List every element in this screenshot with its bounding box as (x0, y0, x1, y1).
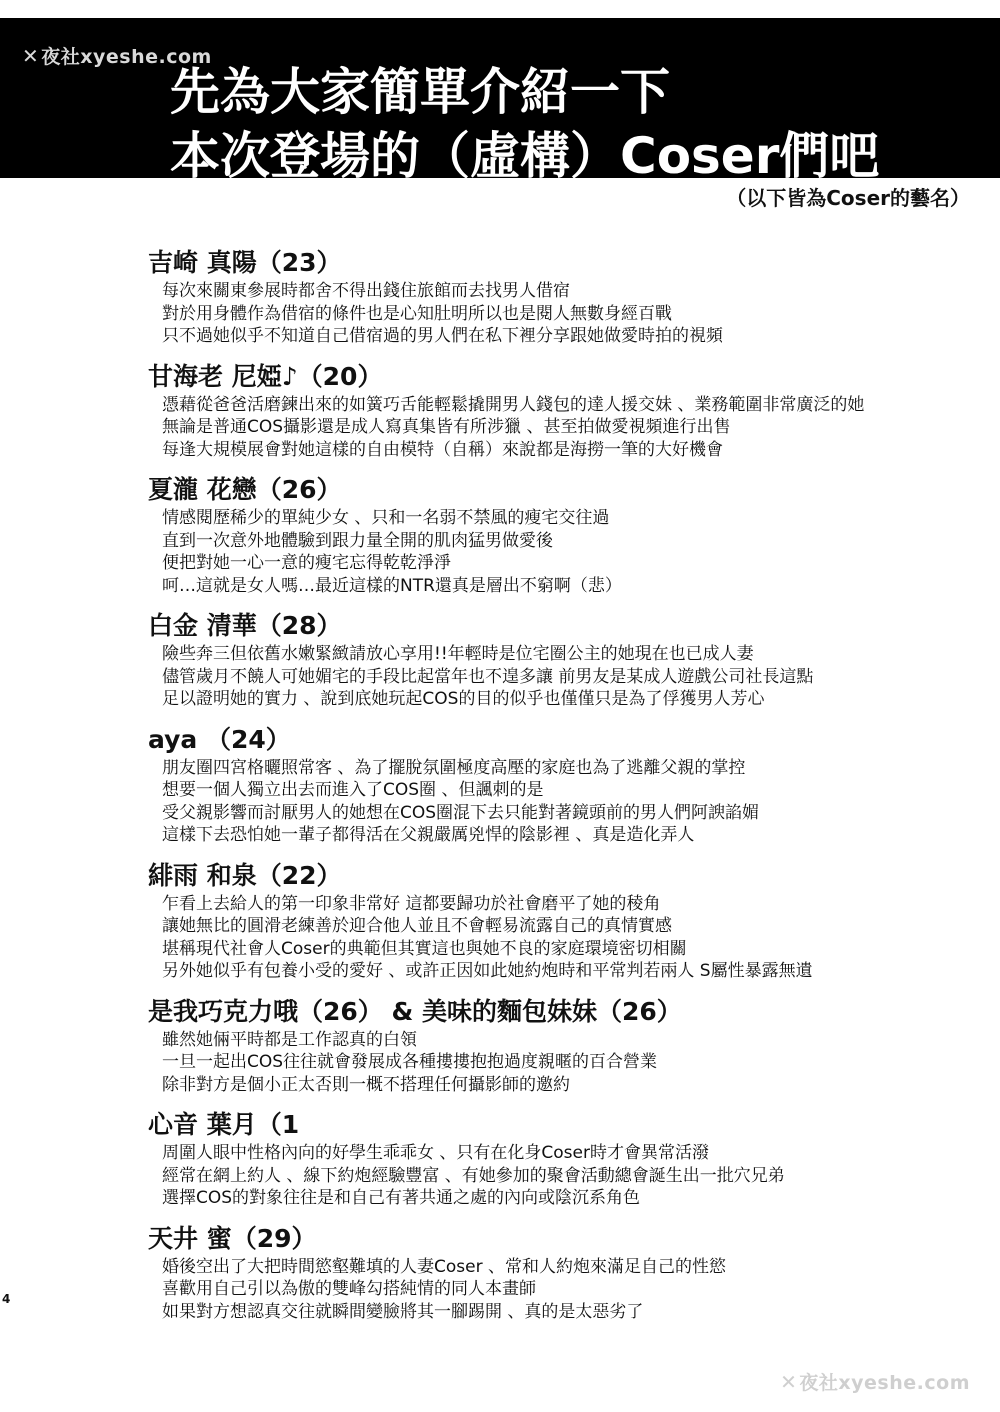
coser-description-line: 只不過她似乎不知道自己借宿過的男人們在私下裡分享跟她做愛時拍的視頻 (162, 326, 723, 346)
coser-entry (148, 861, 978, 983)
coser-description-line: 想要一個人獨立出去而進入了COS圈 、但諷刺的是 (162, 780, 544, 800)
coser-description-line: 憑藉從爸爸活磨鍊出來的如簧巧舌能輕鬆撬開男人錢包的達人援交妹 、業務範圍非常廣泛的她 (162, 394, 865, 415)
coser-name: 緋雨 和泉（22） (148, 860, 342, 890)
coser-name: 是我巧克力哦（26） & 美味的麵包妹妹（26） (148, 996, 682, 1026)
coser-description-line: 婚後空出了大把時間慾壑難填的人妻Coser 、常和人約炮來滿足自己的性慾 (162, 1256, 726, 1277)
watermark-bottom (780, 1368, 970, 1395)
coser-description-line: 足以證明她的實力 、說到底她玩起COS的目的似乎也僅僅只是為了俘獲男人芳心 (162, 689, 765, 709)
coser-description-line: 直到一次意外地體驗到跟力量全開的肌肉猛男做愛後 (162, 530, 553, 551)
coser-description-line: 受父親影響而討厭男人的她想在COS圈混下去只能對著鏡頭前的男人們阿諛諂媚 (162, 802, 760, 823)
watermark-text: 夜社xyeshe.com (799, 1372, 970, 1394)
coser-entry (148, 725, 978, 847)
coser-entry (148, 611, 978, 711)
coser-description-line: 這樣下去恐怕她一輩子都得活在父親嚴厲兇悍的陰影裡 、真是造化弄人 (162, 825, 695, 845)
coser-description-line: 雖然她倆平時都是工作認真的白領 (162, 1029, 417, 1050)
coser-description-line: 無論是普通COS攝影還是成人寫真集皆有所涉獵 、甚至拍做愛視頻進行出售 (162, 417, 731, 437)
coser-description-line: 對於用身體作為借宿的條件也是心知肚明所以也是閱人無數身經百戰 (162, 303, 672, 324)
coser-description-line: 堪稱現代社會人Coser的典範但其實這也與她不良的家庭環境密切相關 (162, 938, 687, 959)
title-line-2: 本次登場的（虛構）Coser們吧 (170, 127, 880, 185)
subtitle: （以下皆為Coser的藝名） (726, 186, 970, 210)
coser-description-line: 除非對方是個小正太否則一概不搭理任何攝影師的邀約 (162, 1074, 570, 1095)
coser-description-line: 乍看上去給人的第一印象非常好 這都要歸功於社會磨平了她的稜角 (162, 893, 661, 914)
coser-description-line: 朋友圈四宮格曬照常客 、為了擺脫氛圍極度高壓的家庭也為了逃離父親的掌控 (162, 757, 746, 778)
coser-description-line: 經常在網上約人 、線下約炮經驗豐富 、有她參加的聚會活動總會誕生出一批穴兄弟 (162, 1165, 785, 1186)
coser-description-line: 情感閱歷稀少的單純少女 、只和一名弱不禁風的瘦宅交往過 (162, 508, 610, 528)
coser-list (148, 248, 978, 1337)
coser-description-line: 讓她無比的圓滑老練善於迎合他人並且不會輕易流露自己的真情實感 (162, 916, 672, 936)
coser-description-line: 儘管歲月不饒人可她媚宅的手段比起當年也不遑多讓 前男友是某成人遊戲公司社長這點 (162, 666, 814, 687)
coser-name: 吉崎 真陽（23） (148, 248, 342, 277)
coser-name: 甘海老 尼婭♪（20） (148, 361, 383, 391)
coser-description-line: 險些奔三但依舊水嫩緊緻請放心享用!!年輕時是位宅圈公主的她現在也已成人妻 (162, 644, 754, 664)
coser-description-line: 周圍人眼中性格內向的好學生乖乖女 、只有在化身Coser時才會異常活潑 (162, 1143, 709, 1163)
coser-name: 天井 蜜（29） (148, 1223, 317, 1253)
x-logo-icon: ✕ (22, 44, 40, 68)
coser-entry (148, 362, 978, 462)
coser-description-line: 便把對她一心一意的瘦宅忘得乾乾淨淨 (162, 553, 451, 573)
title-line-1: 先為大家簡單介紹一下 (170, 63, 670, 121)
coser-entry (148, 248, 978, 348)
coser-description-line: 另外她似乎有包養小受的愛好 、或許正因如此她約炮時和平常判若兩人 S屬性暴露無遺 (162, 961, 813, 981)
coser-entry (148, 475, 978, 597)
coser-description-line: 呵…這就是女人嗎…最近這樣的NTR還真是層出不窮啊（悲） (162, 575, 622, 596)
coser-entry (148, 1110, 978, 1210)
coser-description-line: 選擇COS的對象往往是和自己有著共通之處的內向或陰沉系角色 (162, 1188, 641, 1208)
page-number: 4 (2, 1292, 11, 1306)
coser-description-line: 每次來關東參展時都舍不得出錢住旅館而去找男人借宿 (162, 281, 570, 301)
coser-entry (148, 1224, 978, 1324)
header-banner (0, 18, 1000, 185)
coser-description-line: 喜歡用自己引以為傲的雙峰勾搭純情的同人本畫師 (162, 1279, 536, 1299)
x-logo-icon: ✕ (780, 1370, 798, 1394)
coser-entry (148, 997, 978, 1097)
coser-description-line: 如果對方想認真交往就瞬間變臉將其一腳踢開 、真的是太惡劣了 (162, 1301, 644, 1322)
coser-name: aya （24） (148, 724, 291, 754)
coser-name: 夏瀧 花戀（26） (148, 475, 342, 504)
coser-description-line: 一旦一起出COS往往就會發展成各種摟摟抱抱過度親暱的百合營業 (162, 1052, 658, 1072)
coser-name: 心音 葉月（1 (148, 1110, 300, 1139)
coser-name: 白金 清華（28） (148, 611, 342, 640)
coser-description-line: 每逢大規模展會對她這樣的自由模特（自稱）來說都是海撈一筆的大好機會 (162, 439, 723, 460)
watermark-text: 夜社xyeshe.com (41, 46, 212, 68)
